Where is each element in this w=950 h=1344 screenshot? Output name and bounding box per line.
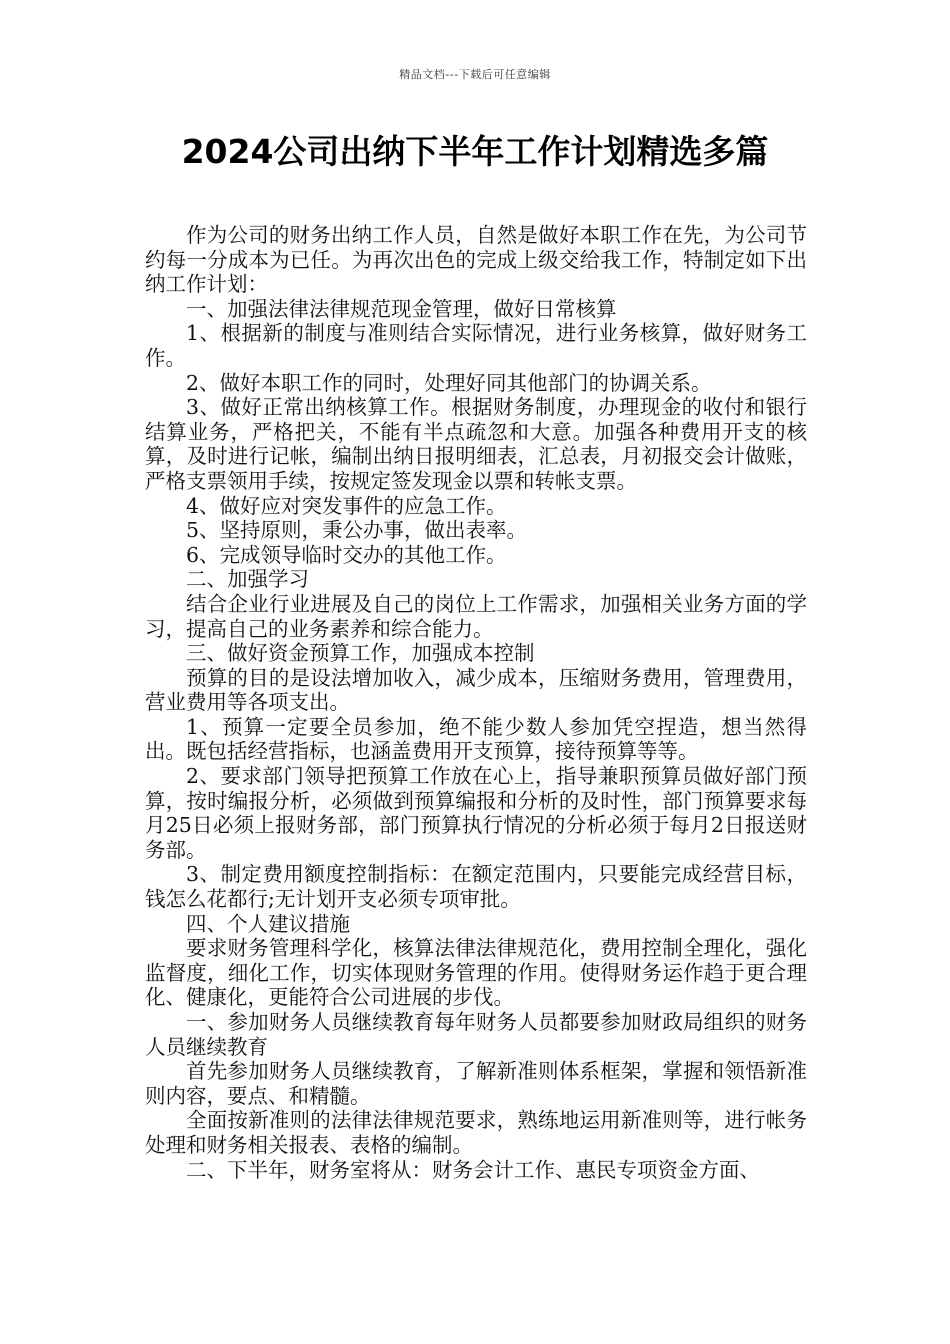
paragraph: 2、做好本职工作的同时，处理好同其他部门的协调关系。 — [186, 370, 712, 395]
paragraph: 4、做好应对突发事件的应急工作。 — [186, 493, 507, 518]
paragraph: 预算的目的是设法增加收入，减少成本，压缩财务费用，管理费用，营业费用等各项支出。 — [145, 665, 807, 715]
document-body — [145, 223, 807, 1182]
paragraph: 结合企业行业进展及自己的岗位上工作需求，加强相关业务方面的学习，提高自己的业务素养和综合能力。 — [145, 591, 807, 641]
paragraph: 3、做好正常出纳核算工作。根据财务制度，办理现金的收付和银行结算业务，严格把关，不能有半点疏忽和大意。加强各种费用开支的核算，及时进行记帐，编制出纳日报明细表，汇总表，月初报交会计做账，严格支票领用手续，按规定签发现金以票和转帐支票。 — [145, 395, 807, 493]
header-note: 精品文档---下载后可任意编辑 — [399, 68, 551, 81]
paragraph: 一、加强法律法律规范现金管理，做好日常核算 — [186, 296, 617, 321]
paragraph: 1、预算一定要全员参加，绝不能少数人参加凭空捏造，想当然得出。既包括经营指标，也涵盖费用开支预算，接待预算等等。 — [145, 714, 807, 764]
paragraph: 一、参加财务人员继续教育每年财务人员都要参加财政局组织的财务人员继续教育 — [145, 1010, 807, 1059]
paragraph: 作为公司的财务出纳工作人员，自然是做好本职工作在先，为公司节约每一分成本为已任。为再次出色的完成上级交给我工作，特制定如下出纳工作计划： — [145, 223, 807, 297]
paragraph: 1、根据新的制度与准则结合实际情况，进行业务核算，做好财务工作。 — [145, 321, 807, 370]
paragraph: 二、下半年，财务室将从：财务会计工作、惠民专项资金方面、 — [186, 1157, 760, 1182]
paragraph: 四、个人建议措施 — [186, 911, 350, 936]
paragraph: 5、坚持原则，秉公办事，做出表率。 — [186, 518, 528, 543]
document-title: 2024公司出纳下半年工作计划精选多篇 — [181, 132, 769, 171]
paragraph: 6、完成领导临时交办的其他工作。 — [186, 542, 507, 567]
paragraph: 全面按新准则的法律法律规范要求，熟练地运用新准则等，进行帐务处理和财务相关报表、表格的编制。 — [145, 1108, 807, 1157]
paragraph: 要求财务管理科学化，核算法律法律规范化，费用控制全理化，强化监督度，细化工作，切实体现财务管理的作用。使得财务运作趋于更合理化、健康化，更能符合公司进展的步伐。 — [145, 936, 807, 1010]
paragraph: 三、做好资金预算工作，加强成本控制 — [186, 641, 535, 666]
paragraph: 首先参加财务人员继续教育，了解新准则体系框架，掌握和领悟新准则内容，要点、和精髓。 — [145, 1059, 807, 1108]
paragraph: 2、要求部门领导把预算工作放在心上，指导兼职预算员做好部门预算，按时编报分析，必须做到预算编报和分析的及时性，部门预算要求每月25日必须上报财务部，部门预算执行情况的分析必须于每月2日报送财务部。 — [145, 764, 807, 862]
paragraph: 3、制定费用额度控制指标：在额定范围内，只要能完成经营目标，钱怎么花都行;无计划开支必须专项审批。 — [145, 862, 807, 912]
paragraph: 二、加强学习 — [186, 567, 309, 592]
